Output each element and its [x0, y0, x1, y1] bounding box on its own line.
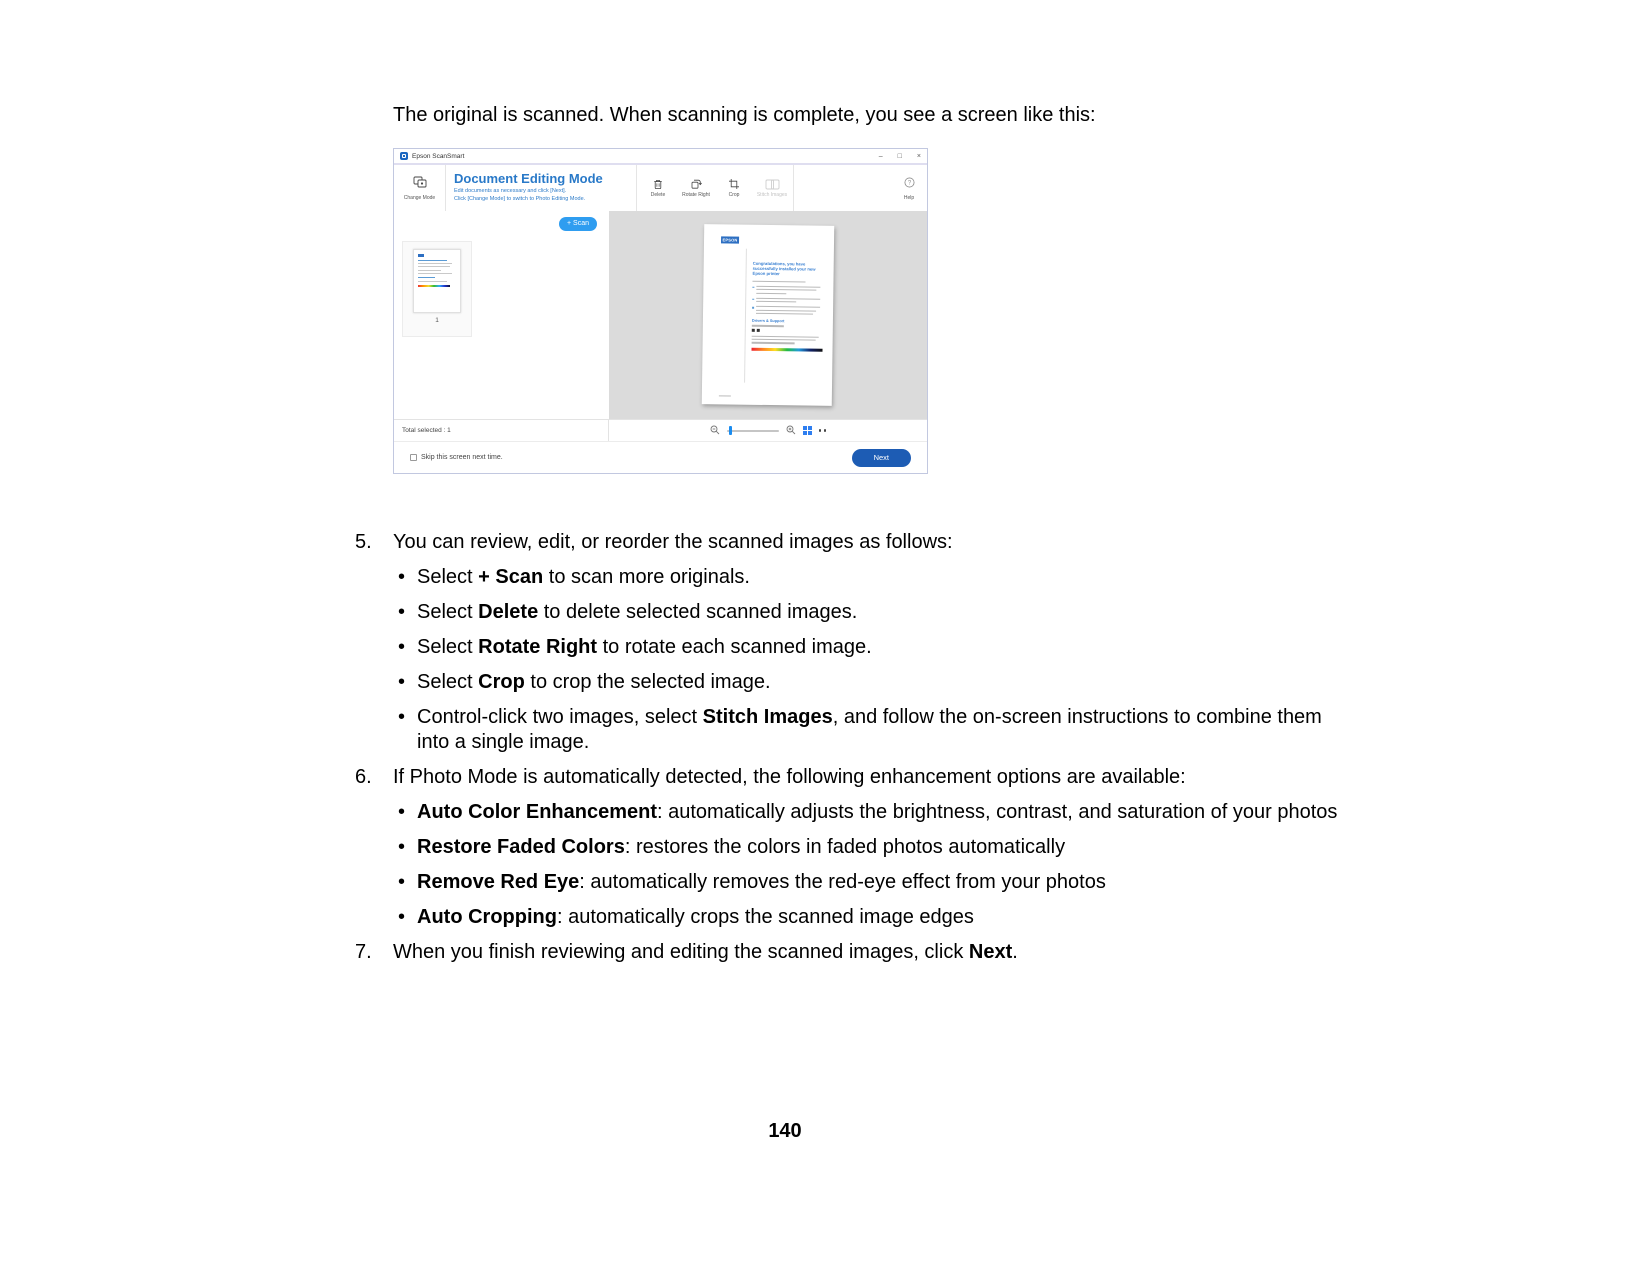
instruction-list: [355, 530, 1355, 975]
step-number: 6.: [355, 766, 372, 788]
step-text: When you finish reviewing and editing the scanned images, click Next.: [393, 941, 1018, 963]
bullet-marker: •: [398, 706, 406, 728]
step-7: [355, 940, 1355, 965]
document-subheading: Drivers & Support: [751, 319, 785, 324]
bullet-marker: •: [398, 566, 406, 588]
scan-button[interactable]: + Scan: [559, 217, 597, 231]
trash-icon: [652, 178, 664, 190]
app-body: [394, 211, 927, 419]
thumbnail-image: [413, 249, 461, 313]
bullet-marker: •: [398, 671, 406, 693]
help-button[interactable]: [891, 165, 927, 211]
window-title: Epson ScanSmart: [412, 152, 465, 160]
change-mode-button[interactable]: [394, 165, 446, 211]
change-mode-label: Change Mode: [403, 195, 436, 201]
rainbow-color-bar: [751, 347, 822, 351]
more-options-icon[interactable]: [819, 429, 826, 431]
mode-subtitle-line2: Click [Change Mode] to switch to Photo Editing Mode.: [454, 195, 586, 202]
scansmart-window: [393, 148, 928, 474]
toolbar-label: Crop: [728, 192, 740, 198]
bullet-marker: •: [398, 601, 406, 623]
list-item-text: Remove Red Eye: automatically removes the red-eye effect from your photos: [417, 871, 1106, 893]
preview-area: [609, 211, 927, 419]
skip-screen-checkbox[interactable]: [410, 454, 417, 461]
list-item-text: Control-click two images, select Stitch Images, and follow the on-screen instructions to combine them into a single image.: [417, 706, 1322, 753]
mode-subtitle-line1: Edit documents as necessary and click [Next].: [454, 188, 567, 194]
skip-screen-label: Skip this screen next time.: [421, 454, 503, 461]
mode-info: [446, 165, 636, 211]
bullet-marker: •: [398, 871, 406, 893]
list-item-text: Restore Faded Colors: restores the colors in faded photos automatically: [417, 836, 1066, 858]
minimize-button[interactable]: –: [878, 152, 883, 160]
list-item: [355, 705, 1355, 755]
step-text: You can review, edit, or reorder the scanned images as follows:: [393, 531, 953, 553]
help-label: Help: [903, 195, 915, 201]
toolbar-label: Stitch Images: [756, 191, 788, 198]
svg-text:?: ?: [907, 180, 911, 187]
thumbnail-page-number: 1: [435, 317, 439, 324]
total-selected-label: Total selected : 1: [394, 420, 609, 441]
list-item: [355, 635, 1355, 660]
epson-scansmart-logo-icon: [400, 152, 408, 160]
zoom-in-icon[interactable]: [786, 422, 796, 440]
toolbar-label: Rotate Right: [682, 192, 710, 198]
mode-title: Document Editing Mode: [454, 171, 603, 186]
list-item: [355, 800, 1355, 825]
bullet-marker: •: [398, 636, 406, 658]
page-number: 140: [768, 1120, 802, 1142]
scanned-document-preview[interactable]: [702, 224, 835, 406]
window-title-bar: [394, 149, 927, 165]
change-mode-icon: [413, 175, 427, 193]
bullet-marker: •: [398, 801, 406, 823]
intro-text: The original is scanned. When scanning is complete, you see a screen like this:: [393, 104, 1096, 126]
document-heading: Congratulations, you have successfully installed your new Epson printer: [752, 260, 816, 277]
bullet-marker: •: [398, 906, 406, 928]
step-6: [355, 765, 1355, 790]
stitch-images-button[interactable]: [753, 165, 791, 211]
step-text: If Photo Mode is automatically detected, the following enhancement options are available:: [393, 766, 1186, 788]
epson-logo: EPSON: [722, 237, 738, 243]
app-footer: [394, 441, 927, 473]
grid-view-icon[interactable]: [803, 422, 812, 440]
delete-button[interactable]: [639, 165, 677, 211]
toolbar-label: Delete: [650, 192, 666, 198]
step-number: 5.: [355, 531, 372, 553]
scanned-page-thumbnail[interactable]: [402, 241, 472, 337]
list-item-text: Auto Color Enhancement: automatically adjusts the brightness, contrast, and saturation of your photos: [417, 801, 1338, 823]
zoom-controls: [609, 420, 927, 441]
rotate-right-icon: [690, 178, 702, 190]
crop-button[interactable]: [715, 165, 753, 211]
list-item: [355, 600, 1355, 625]
list-item: [355, 905, 1355, 930]
list-item-text: Auto Cropping: automatically crops the scanned image edges: [417, 906, 974, 928]
maximize-button[interactable]: □: [897, 152, 902, 160]
list-item: [355, 870, 1355, 895]
help-icon: [904, 175, 915, 193]
step-number: 7.: [355, 941, 372, 963]
status-bar: [394, 419, 927, 441]
close-button[interactable]: ×: [916, 152, 921, 160]
list-item: [355, 835, 1355, 860]
crop-icon: [728, 178, 740, 190]
zoom-slider-thumb[interactable]: [729, 426, 732, 435]
list-item-text: Select Crop to crop the selected image.: [417, 671, 771, 693]
next-button[interactable]: Next: [852, 449, 911, 467]
step-5: [355, 530, 1355, 555]
zoom-out-icon[interactable]: [710, 422, 720, 440]
edit-toolbar: [636, 165, 794, 211]
list-item: [355, 565, 1355, 590]
list-item-text: Select Rotate Right to rotate each scanned image.: [417, 636, 872, 658]
thumbnail-panel: [394, 211, 609, 419]
zoom-slider[interactable]: [727, 430, 779, 432]
stitch-images-icon: [765, 179, 780, 190]
list-item-text: Select + Scan to scan more originals.: [417, 566, 750, 588]
app-header: [394, 165, 927, 211]
window-controls: [879, 153, 921, 160]
rotate-right-button[interactable]: [677, 165, 715, 211]
list-item: [355, 670, 1355, 695]
bullet-marker: •: [398, 836, 406, 858]
list-item-text: Select Delete to delete selected scanned images.: [417, 601, 858, 623]
